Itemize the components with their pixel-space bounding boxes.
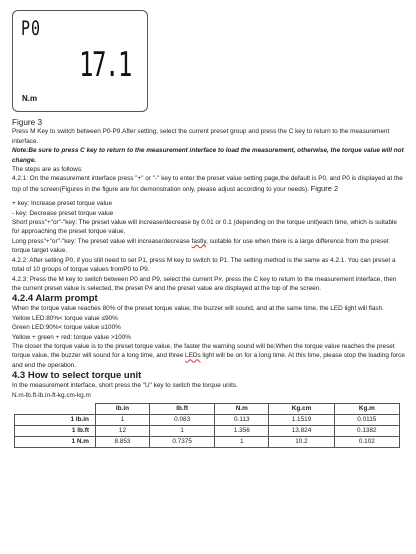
step-4-2-1: 4.2.1: On the measurement interface press "+" or "-" key to enter the preset value setting page,the default is P0, and P0 is displayed at the top of the screen(Figures in the figure are for demonstration only, please adjust according to your needs). Figure 2 [12, 175, 403, 193]
table-cell: 0.113 [215, 414, 269, 425]
minus-key-text: - key: Decrease preset torque value [12, 209, 114, 217]
table-cell: 1 [95, 414, 149, 425]
row-header: 1 lb.ft [15, 425, 96, 436]
table-header: Kg.cm [269, 403, 334, 414]
preset-indicator: P0 [21, 17, 42, 41]
table-cell: 1.1519 [269, 414, 334, 425]
table-cell: 0.083 [149, 414, 214, 425]
heading-alarm: 4.2.4 Alarm prompt [12, 293, 98, 305]
table-cell: 1 [149, 425, 214, 436]
table-cell: 0.1382 [334, 425, 399, 436]
table-header: lb.ft [149, 403, 214, 414]
table-cell: 12 [95, 425, 149, 436]
closer-text: The closer the torque value is to the preset torque value, the faster the warning sound will be;When the torque value reaches the preset torque value, the buzzer will sound for a long time, and three LEDs light will be on for a long time. At this time, please stop the loading force and end the operation. [12, 342, 405, 369]
table-corner [15, 403, 96, 414]
short-press-text: Short press"+"or"-"key: The preset value will increase/decrease by 0.01 or 0.1 (depending on the torque unit)each time, which is suitable for approaching the preset torque value, [12, 219, 397, 236]
table-cell: 8.853 [95, 436, 149, 447]
unit-cycle: N.m-lb.ft-lb.in-ft-kg.cm-kg.m [12, 391, 91, 399]
all-led-text: Yellow + green + red: torque value >100% [12, 333, 131, 341]
table-header: Kg.m [334, 403, 399, 414]
unit-indicator: N.m [22, 94, 38, 103]
table-cell: 1.356 [215, 425, 269, 436]
table-row [15, 425, 400, 436]
row-header: 1 lb.in [15, 414, 96, 425]
table-row [15, 414, 400, 425]
paragraph-switch: Press M Key to switch between P0-P9.After setting, select the current preset group and press the C key to return to the measurement interface. [12, 128, 390, 145]
table-cell: 0.0115 [334, 414, 399, 425]
steps-intro: The steps are as follows: [12, 166, 83, 174]
note-text: Note:Be sure to press C key to return to the measurement interface to load the measurement, otherwise, the torque value will not change. [12, 147, 404, 164]
table-header: N.m [215, 403, 269, 414]
unit-conversion-table [14, 403, 400, 448]
plus-key-text: + key: Increase preset torque value [12, 200, 113, 208]
table-cell: 0.7375 [149, 436, 214, 447]
alarm-text: When the torque value reaches 80% of the preset torque value, the buzzer will sound, and at the same time, the LED light will flash. [12, 305, 384, 313]
table-header: lb.in [95, 403, 149, 414]
heading-unit: 4.3 How to select torque unit [12, 370, 142, 382]
table-cell: 0.102 [334, 436, 399, 447]
table-cell: 13.824 [269, 425, 334, 436]
step-4-2-2: 4.2.2: After setting P0, if you still need to set P1, press M key to switch to P1. The setting method is the same as 4.2.1. You can preset a total of 10 groups of torque values fromP0 to P9. [12, 256, 396, 274]
unit-text: In the measurement interface, short press the "U" key to switch the torque units. [12, 382, 238, 390]
table-cell: 1 [215, 436, 269, 447]
torque-readout: 17.1 [79, 45, 131, 85]
long-press-text: Long press"+"or"-"key: The preset value will increase/decrease fastly, suitable for use when there is a large difference from the preset torque target value. [12, 237, 389, 255]
step-4-2-3: 4.2.3: Press the M key to switch between P0 and P9, select the current P#, press the C key to return to the measurement interface, then the current preset value is selected, the preset P# and the preset value are displayed at the top of the screen. [12, 275, 397, 292]
table-row [15, 436, 400, 447]
figure2-caption: Figure 2 [310, 183, 339, 193]
row-header: 1 N.m [15, 436, 96, 447]
document-body [12, 118, 406, 448]
table-cell: 10.2 [269, 436, 334, 447]
yellow-led-text: Yellow LED:80%< torque value ≤90% [12, 314, 118, 322]
lcd-display [12, 10, 148, 112]
green-led-text: Green LED:90%< torque value ≤100% [12, 324, 121, 332]
figure3-caption: Figure 3 [12, 118, 43, 127]
